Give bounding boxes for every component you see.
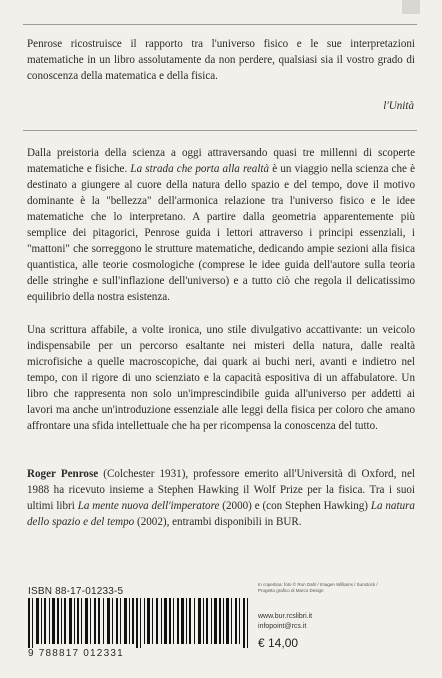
isbn-label: ISBN 88-17-01233-5	[28, 586, 124, 597]
publisher-email: infopoint@rcs.it	[258, 623, 307, 630]
author-bio-c: (2002), entrambi disponibili in BUR.	[134, 516, 302, 529]
author-book-1: La mente nuova dell'imperatore	[77, 500, 220, 513]
description-paragraph-1	[27, 145, 415, 305]
author-bio	[27, 466, 415, 530]
press-quote: Penrose ricostruisce il rapporto tra l'universo fisico e le sue interpretazioni matematiche in un libro assolutamente da non perdere, qualsiasi sia il vostro grado di conoscenza della matematica e della fisica.	[27, 38, 415, 83]
cover-credits: In copertina: foto © Ron Dahl / Imagen Williams / Sunstock / Progetto grafico di Marco Design	[258, 582, 378, 593]
author-book-2: La natura dello spazio e del tempo	[27, 500, 415, 529]
quote-source: l'Unità	[383, 100, 414, 112]
barcode-number: 9 788817 012331	[28, 648, 124, 659]
book-title: La strada che porta alla realtà	[130, 163, 270, 176]
author-bio-a: (Colchester 1931), professore emerito all'Università di Oxford, nel 1988 ha ricevuto insieme a Stephen Hawking il Wolf Prize per la fisica. Tra i suoi ultimi libri	[27, 468, 415, 513]
description-paragraph-2: Una scrittura affabile, a volte ironica, uno stile divulgativo accattivante: un veicolo indispensabile per un percorso esaltante nei misteri della natura, dalle realtà microfisiche a quelle macroscopiche, dai quark ai buchi neri, avanti e indietro nel tempo, con il rigore di uno scienziato e la capacità espositiva di un affabulatore. Un libro che rappresenta non solo un'imprescindibile guida all'universo per addetti ai lavori ma anche un'introduzione essenziale alle leggi della fisica per coloro che amano affrontare una sfida intellettuale che ha per ricompensa la conoscenza del tutto.	[27, 324, 415, 433]
publisher-contacts	[258, 612, 312, 632]
author-bio-b: (2000) e (con Stephen Hawking)	[219, 500, 371, 513]
description-p1-b: è un viaggio nella scienza che è destinato a giungere al cuore della natura dello spazio e del tempo, dove il motivo dominante è la "bellezza" dell'armonica relazione tra l'universo fisico e le idee matematiche che lo interpretano. A partire dalla geometria apparentemente più semplice dei pitagorici, Penrose guida i lettori attraverso i principi essenziali, i "mattoni" che sorreggono le strutture matematiche, dedicando ampie sezioni alla fisica quantistica, alle teorie cosmologiche (comprese le idee guida dell'autore sulla teoria delle stringhe e sull'inflazione dell'universo) e a tutto ciò che regola il delicatissimo equilibrio della nostra esistenza.	[27, 163, 415, 304]
publisher-website: www.bur.rcslibri.it	[258, 613, 313, 620]
barcode-icon	[28, 598, 258, 648]
top-edge-mark	[402, 0, 420, 14]
price-label: € 14,00	[258, 636, 299, 650]
description-p1-a: Dalla preistoria della scienza a oggi attraversando quasi tre millenni di scoperte matematiche e fisiche.	[27, 147, 415, 176]
author-name: Roger Penrose	[27, 468, 99, 480]
